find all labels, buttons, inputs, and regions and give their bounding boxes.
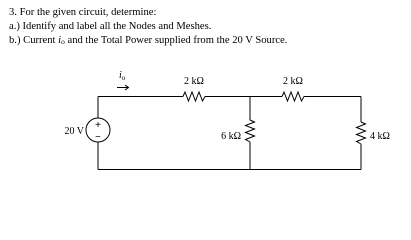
resistor-middle-6k bbox=[246, 120, 255, 142]
resistor-top-left-label: 2 kΩ bbox=[184, 76, 204, 87]
resistor-top-right-label: 2 kΩ bbox=[283, 76, 303, 87]
resistor-middle-label: 6 kΩ bbox=[221, 131, 241, 142]
resistor-right-label: 4 kΩ bbox=[370, 131, 390, 142]
voltage-source-label: 20 V bbox=[64, 126, 84, 137]
current-label-subscript: o bbox=[121, 74, 126, 82]
circuit-wires bbox=[86, 85, 366, 170]
question-part-a: a.) Identify and label all the Nodes and Meshes. bbox=[9, 21, 212, 32]
part-b-prefix: b.) Current bbox=[9, 35, 59, 46]
part-b-current-variable: i bbox=[58, 35, 62, 46]
question-number: 3. bbox=[9, 7, 17, 18]
resistor-right-4k bbox=[357, 122, 366, 144]
resistor-top-right-2k bbox=[282, 92, 304, 101]
part-b-suffix: and the Total Power supplied from the 20 V Source. bbox=[64, 35, 288, 46]
part-b-current-subscript: o bbox=[61, 37, 65, 46]
voltage-source-plus: + bbox=[94, 119, 102, 131]
voltage-source-minus: − bbox=[95, 132, 101, 143]
resistor-top-left-2k bbox=[183, 92, 205, 101]
current-label bbox=[119, 70, 126, 82]
question-prompt: For the given circuit, determine: bbox=[19, 7, 157, 18]
current-label-variable: i bbox=[119, 70, 122, 81]
